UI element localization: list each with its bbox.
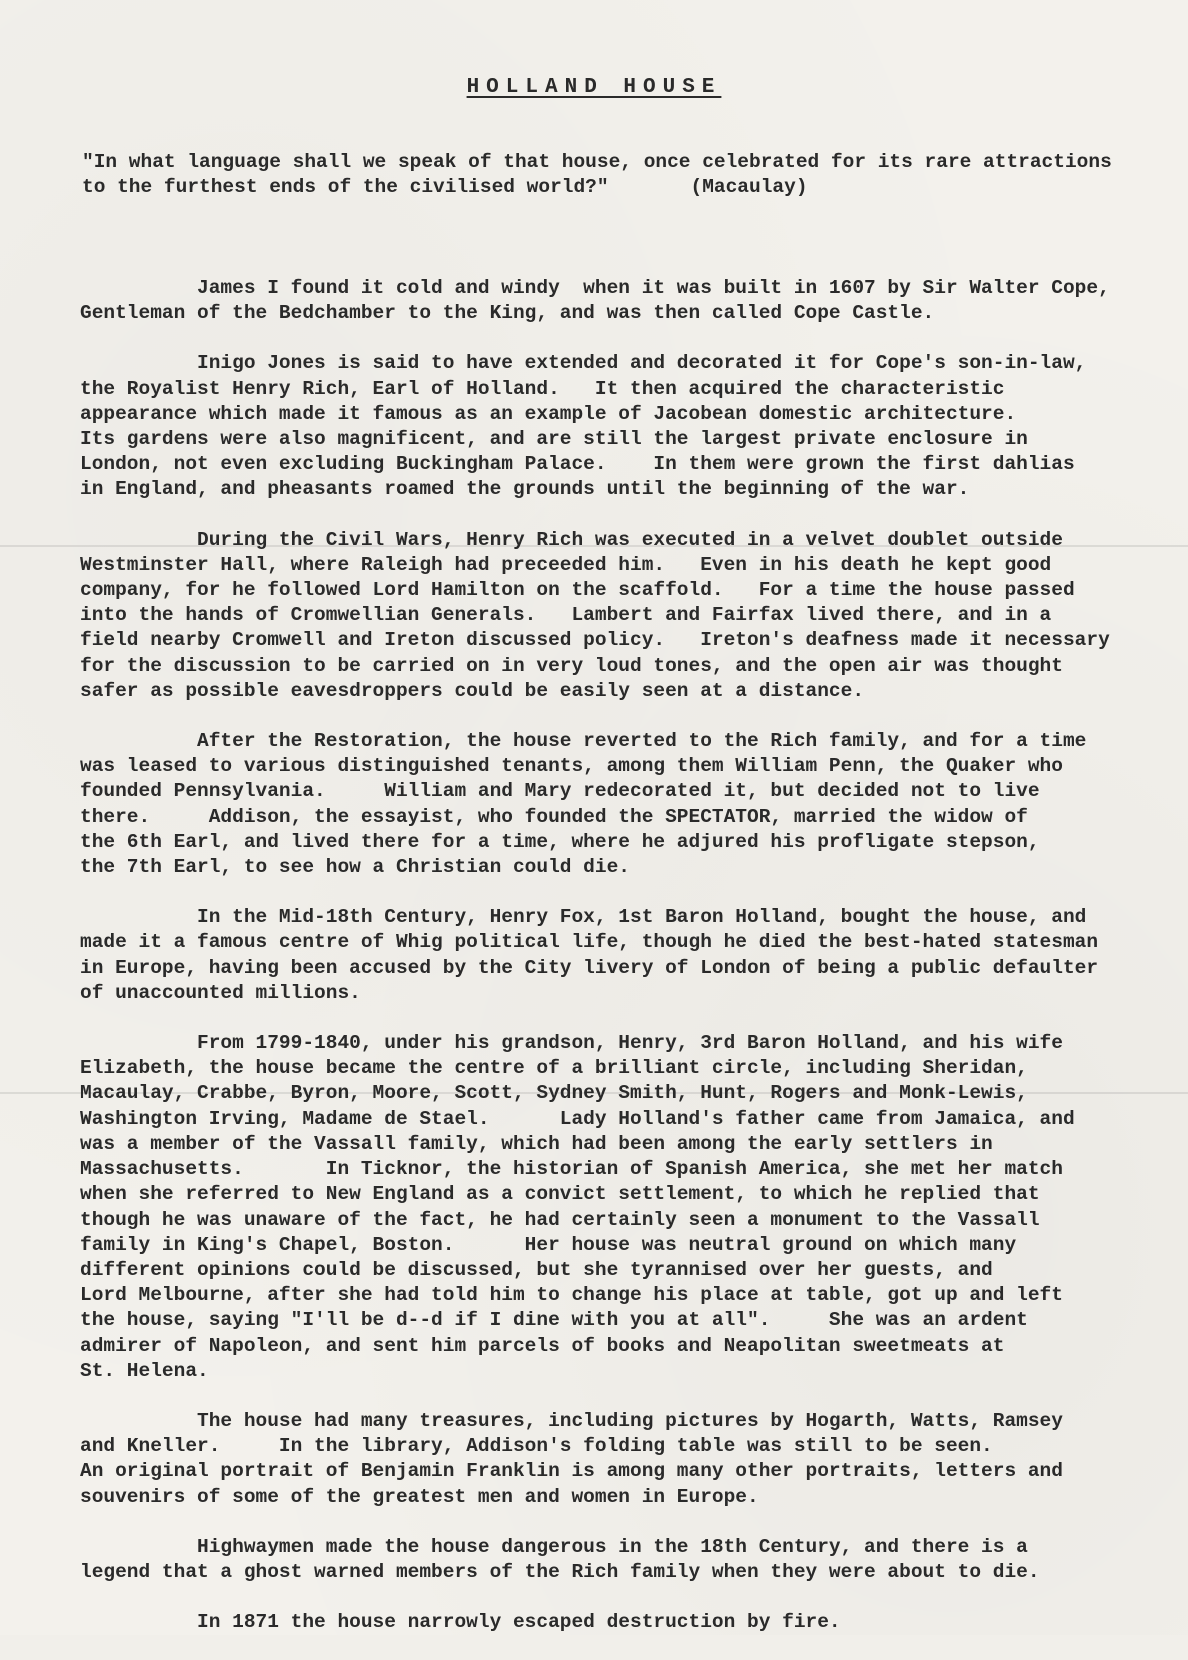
paragraph-fire: In 1871 the house narrowly escaped destruction by fire. — [80, 1611, 841, 1634]
paragraph-inigo-jones: Inigo Jones is said to have extended and decorated it for Cope's son-in-law, the Royalist Henry Rich, Earl of Holland. It then acquired the characteristic appearance which made it famous as an example of Jacobean domestic architecture. Its gardens were also magnificent, and are still the largest private enclosure in London, not even excluding Buckingham Palace. In them were grown the first dahlias in England, and pheasants roamed the grounds until the beginning of the war. — [80, 352, 1087, 501]
paragraph-highwaymen: Highwaymen made the house dangerous in the 18th Century, and there is a legend that a ghost warned members of the Rich family when they were about to die. — [80, 1535, 1040, 1583]
paragraph-henry-fox: In the Mid-18th Century, Henry Fox, 1st Baron Holland, bought the house, and made it a famous centre of Whig political life, though he died the best-hated statesman in Europe, having been accused by the City livery of London of being a public defaulter of unaccounted millions. — [80, 906, 1099, 1004]
paragraph-cope-castle: James I found it cold and windy when it was built in 1607 by Sir Walter Cope, Gentleman of the Bedchamber to the King, and was then called Cope Castle. — [80, 277, 1110, 325]
document-title: HOLLAND HOUSE — [466, 76, 722, 99]
paragraph-third-baron: From 1799-1840, under his grandson, Henry, 3rd Baron Holland, and his wife Elizabeth, the house became the centre of a brilliant circle, including Sheridan, Macaulay, Crabbe, Byron, Moore, Scott, Sydney Smith, Hunt, Rogers and Monk-Lewis, Washington Irving, Madame de Stael. Lady Holland's father came from Jamaica, and was a member of the Vassall family, which had been among the early settlers in Massachusetts. In Ticknor, the historian of Spanish America, she met her match when she referred to New England as a convict settlement, to which he replied that though he was unaware of the fact, he had certainly seen a monument to the Vassall family in King's Chapel, Boston. Her house was neutral ground on which many different opinions could be discussed, but she tyrannised over her guests, and Lord Melbourne, after she had told him to change his place at table, got up and left the house, saying "I'll be d--d if I dine with you at all". She was an ardent admirer of Napoleon, and sent him parcels of books and Neapolitan sweetmeats at St. Helena. — [80, 1032, 1075, 1382]
paragraph-treasures: The house had many treasures, including pictures by Hogarth, Watts, Ramsey and Kneller. In the library, Addison's folding table was still to be seen. An original portrait of Benjamin Franklin is among many other portraits, letters and souvenirs of some of the greatest men and women in Europe. — [80, 1409, 1063, 1508]
epigraph-quote: "In what language shall we speak of that house, once celebrated for its rare attractions to the furthest ends of the civilised world?" (Macaulay) — [82, 151, 1112, 198]
paragraph-restoration: After the Restoration, the house reverted to the Rich family, and for a time was leased to various distinguished tenants, among them William Penn, the Quaker who founded Pennsylvania. William and Mary redecorated it, but decided not to live there. Addison, the essayist, who founded the SPECTATOR, married the widow of the 6th Earl, and lived there for a time, where he adjured his profligate stepson, the 7th Earl, to see how a Christian could die. — [80, 730, 1087, 879]
paragraph-civil-wars: During the Civil Wars, Henry Rich was executed in a velvet doublet outside Westminster Hall, where Raleigh had preceeded him. Even in his death he kept good company, for he followed Lord Hamilton on the scaffold. For a time the house passed into the hands of Cromwellian Generals. Lambert and Fairfax lived there, and in a field nearby Cromwell and Ireton discussed policy. Ireton's deafness made it necessary for the discussion to be carried on in very loud tones, and the open air was thought safer as possible eavesdroppers could be easily seen at a distance. — [80, 528, 1110, 702]
document-body — [80, 276, 1170, 1660]
